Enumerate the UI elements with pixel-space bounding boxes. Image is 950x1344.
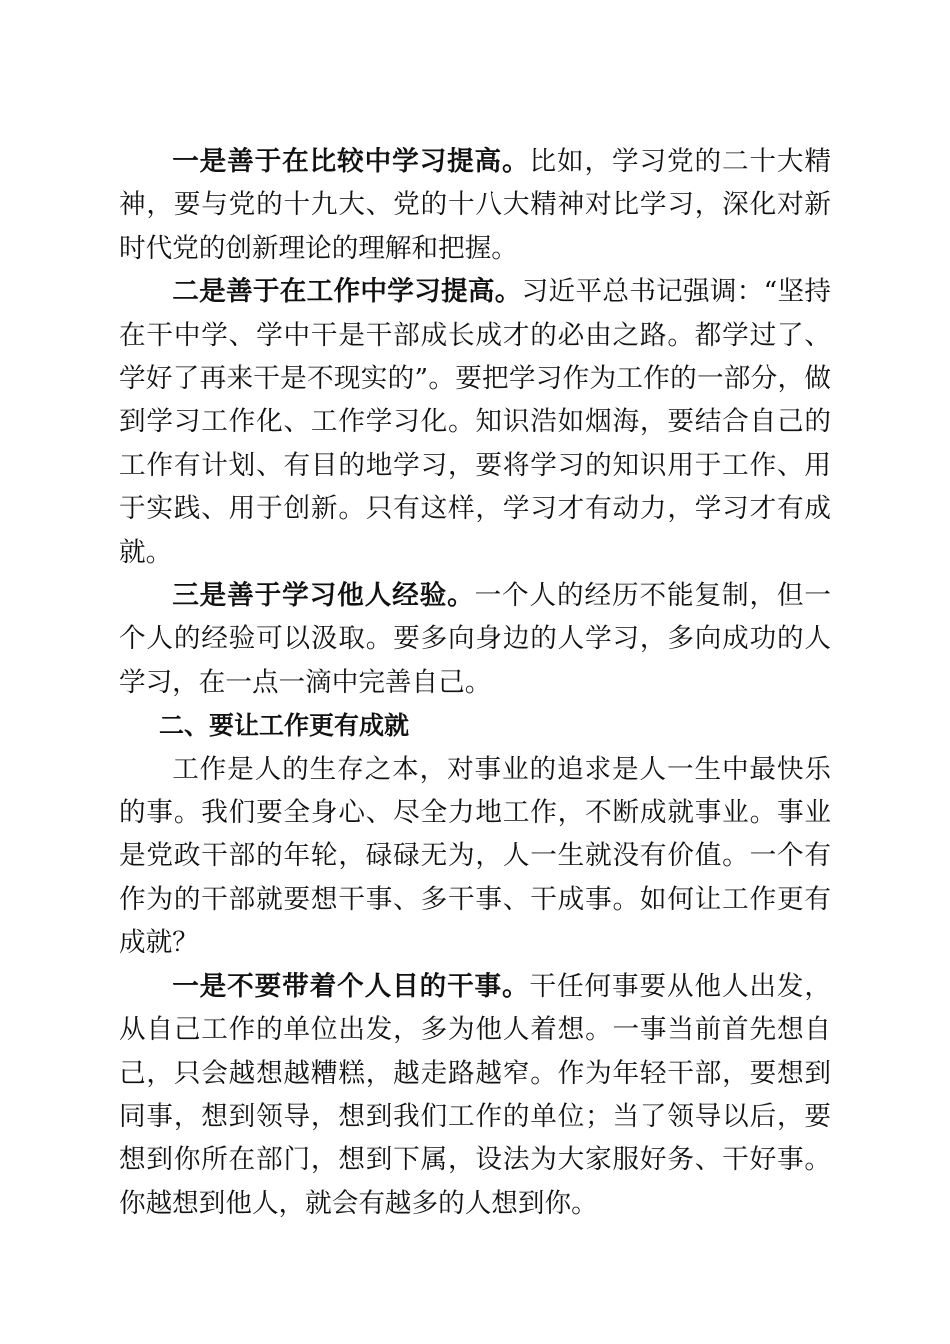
paragraph-lead: 三是善于学习他人经验。 (172, 580, 475, 612)
paragraph-lead: 一是不要带着个人目的干事。 (172, 970, 530, 1002)
paragraph-work-learning (119, 270, 831, 574)
section-heading: 二、要让工作更有成就 (159, 711, 410, 741)
paragraph-text: 比如，学习党的二十大精神，要与党的十九大、党的十八大精神对比学习，深化对新时代党的创新理论的理解和把握。 (119, 146, 832, 264)
paragraph-others-experience (119, 574, 831, 704)
document-body (119, 140, 831, 1225)
paragraph-lead: 一是善于在比较中学习提高。 (172, 146, 530, 177)
paragraph-compare-learning (119, 140, 831, 270)
paragraph-no-personal-purpose (119, 965, 831, 1225)
paragraph-text: 习近平总书记强调：“坚持在干中学、学中干是干部成长成才的必由之路。都学过了、学好了再来干是不现实的”。要把学习作为工作的一部分，做到学习工作化、工作学习化。知识浩如烟海，要结合自己的工作有计划、有目的地学习，要将学习的知识用于工作、用于实践、用于创新。只有这样，学习才有动力，学习才有成就。 (119, 276, 831, 568)
paragraph-lead: 二是善于在工作中学习提高。 (172, 276, 522, 308)
paragraph-text: 一个人的经历不能复制，但一个人的经验可以汲取。要多向身边的人学习，多向成功的人学习，在一点一滴中完善自己。 (119, 580, 832, 698)
paragraph-text: 干任何事要从他人出发，从自己工作的单位出发，多为他人着想。一事当前首先想自己，只会越想越糟糕，越走路越窄。作为年轻干部，要想到同事，想到领导，想到我们工作的单位；当了领导以后，要想到你所在部门，想到下属，设法为大家服好务、干好事。你越想到他人，就会有越多的人想到你。 (119, 970, 832, 1219)
paragraph-text: 工作是人的生存之本，对事业的追求是人一生中最快乐的事。我们要全身心、尽全力地工作，不断成就事业。事业是党政干部的年轮，碌碌无为，人一生就没有价值。一个有作为的干部就要想干事、多干事、干成事。如何让工作更有成就？ (119, 753, 831, 959)
paragraph-work-intro (119, 748, 831, 965)
